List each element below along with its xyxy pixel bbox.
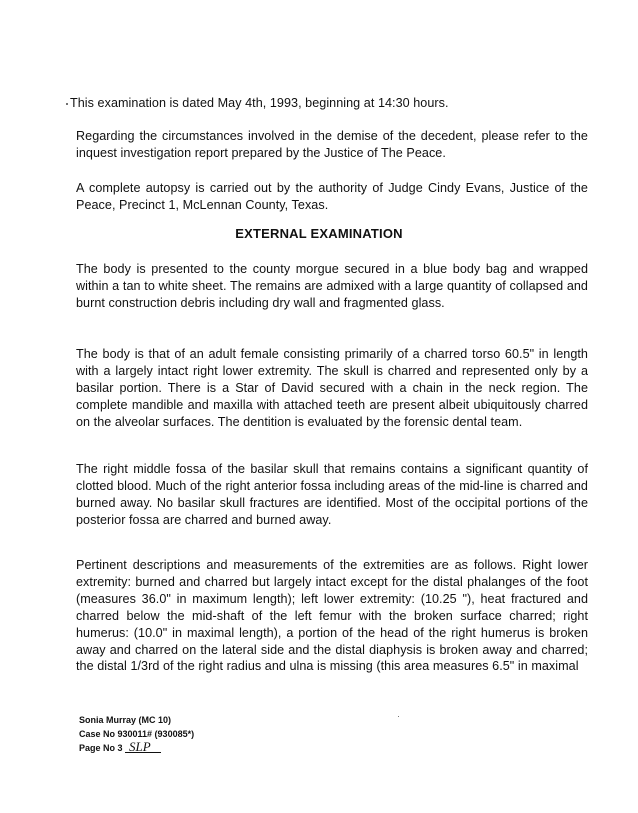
footer-page-number [79, 741, 194, 756]
extremities-paragraph: Pertinent descriptions and measurements of the extremities are as follows. Right lower extremity: burned and charred but largely intact except for the distal phalanges of the foot (measures 36.0" in maximum length); left lower extremity: (10.25 "), heat fractured and charred below the mid-shaft of the left femur with the broken surface charred; right humerus: (10.0" in maximal length), a portion of the head of the right humerus is broken away and charred on the lateral side and the distal diaphysis is broken away and charred; the distal 1/3rd of the right radius and ulna is missing (this area measures 6.5" in maximal [76, 558, 588, 674]
footer-name: Sonia Murray (MC 10) [79, 715, 172, 725]
body-description-paragraph: The body is that of an adult female consisting primarily of a charred torso 60.5" in length with a largely intact right lower extremity. The skull is charred and represented only by a basilar portion. There is a Star of David secured with a chain in the neck region. The complete mandible and maxilla with attached teeth are present albeit ubiquitously charred on the alveolar surfaces. The dentition is evaluated by the forensic dental team. [76, 347, 588, 429]
exam-date-paragraph: This examination is dated May 4th, 1993, beginning at 14:30 hours. [70, 96, 449, 110]
section-heading: EXTERNAL EXAMINATION [235, 226, 403, 241]
footer-page-label: Page No 3 [79, 743, 123, 753]
presentation-paragraph: The body is presented to the county morgue secured in a blue body bag and wrapped within a tan to white sheet. The remains are admixed with a large quantity of collapsed and burnt construction debris including dry wall and fragmented glass. [76, 262, 588, 310]
handwritten-initials: SLP [125, 741, 161, 753]
authority-paragraph: A complete autopsy is carried out by the authority of Judge Cindy Evans, Justice of the Peace, Precinct 1, McLennan County, Texas. [76, 181, 588, 212]
scan-speck [398, 716, 399, 717]
circumstances-paragraph: Regarding the circumstances involved in the demise of the decedent, please refer to the inquest investigation report prepared by the Justice of The Peace. [76, 129, 588, 160]
page-footer [79, 714, 194, 756]
skull-paragraph: The right middle fossa of the basilar skull that remains contains a significant quantity of clotted blood. Much of the right anterior fossa including areas of the mid-line is charred and burned away. No basilar skull fractures are identified. Most of the occipital portions of the posterior fossa are charred and burned away. [76, 462, 588, 527]
scan-speck [66, 103, 68, 105]
footer-case-number: Case No 930011# (930085*) [79, 728, 195, 739]
